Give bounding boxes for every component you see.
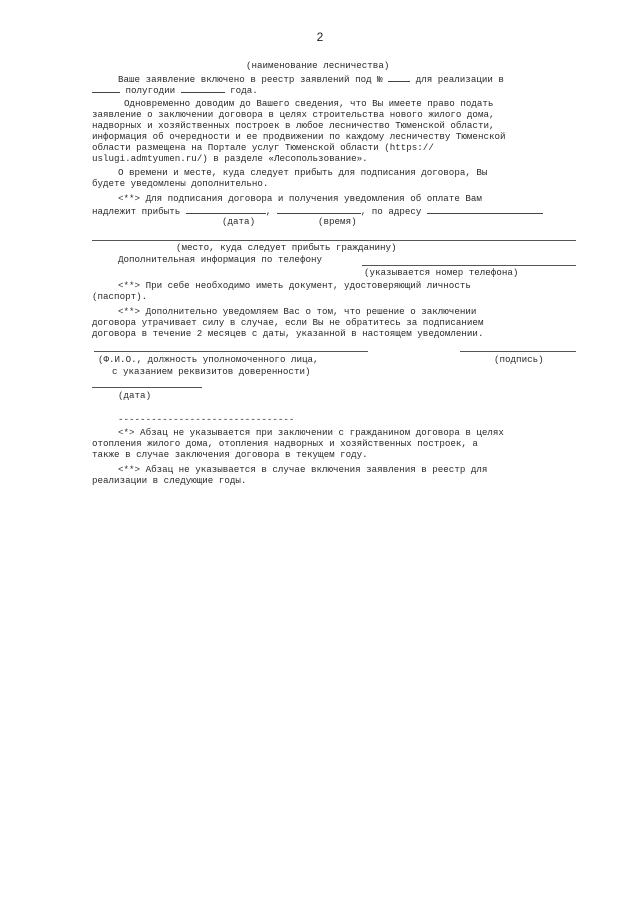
expiry-line-1: <**> Дополнительно уведомляем Вас о том, что решение о заключении — [118, 306, 477, 317]
place-blank-line — [92, 240, 576, 241]
official-caption-line-1: (Ф.И.О., должность уполномоченного лица, — [98, 354, 319, 365]
time-caption: (время) — [318, 216, 357, 227]
registry-number-blank — [388, 72, 410, 82]
arrival-date-blank — [186, 204, 266, 214]
footnote-1-line-1: <*> Абзац не указывается при заключении с гражданином договора в целях — [118, 427, 504, 438]
year-text: года. — [230, 85, 258, 96]
right-to-apply-line-5: области размещена на Портале услуг Тюменской области (https:// — [92, 142, 434, 153]
official-blank-line — [94, 351, 368, 352]
passport-line-2: (паспорт). — [92, 291, 148, 302]
official-caption-line-2: с указанием реквизитов доверенности) — [112, 366, 311, 377]
arrival-address-text: , по адресу — [360, 206, 422, 217]
arrival-text: надлежит прибыть — [92, 206, 181, 217]
half-year-blank — [92, 83, 120, 93]
footnote-2-line-2: реализации в следующие годы. — [92, 475, 247, 486]
registry-text-b: для реализации в — [415, 74, 504, 85]
arrival-line-1: <**> Для подписания договора и получения уведомления об оплате Вам — [118, 193, 482, 204]
registry-text-a: Ваше заявление включено в реестр заявлений под № — [118, 74, 383, 85]
phone-info-text: Дополнительная информация по телефону — [118, 254, 322, 265]
phone-blank-line — [362, 265, 576, 266]
expiry-line-3: договора в течение 2 месяцев с даты, указанной в настоящем уведомлении. — [92, 328, 484, 339]
sign-date-blank-line — [92, 387, 202, 388]
arrival-address-blank — [427, 204, 543, 214]
date-caption: (дата) — [222, 216, 256, 227]
footnote-2-line-1: <**> Абзац не указывается в случае включения заявления в реестр для — [118, 464, 488, 475]
notify-time-place-line-2: будете уведомлены дополнительно. — [92, 178, 269, 189]
arrival-comma: , — [265, 206, 272, 217]
forestry-name-caption: (наименование лесничества) — [246, 60, 390, 71]
year-blank — [181, 83, 225, 93]
signature-caption: (подпись) — [494, 354, 544, 365]
right-to-apply-line-1: Одновременно доводим до Вашего сведения, что Вы имеете право подать — [124, 98, 494, 109]
right-to-apply-line-6: uslugi.admtyumen.ru/) в разделе «Лесопользование». — [92, 153, 368, 164]
footnote-separator: -------------------------------- — [118, 414, 295, 425]
signature-blank-line — [460, 351, 576, 352]
phone-caption: (указывается номер телефона) — [364, 267, 519, 278]
footnote-1-line-2: отопления жилого дома, отопления надворных и хозяйственных построек, а — [92, 438, 478, 449]
footnote-1-line-3: также в случае заключения договора в текущем году. — [92, 449, 368, 460]
sign-date-caption: (дата) — [118, 390, 152, 401]
passport-line-1: <**> При себе необходимо иметь документ, удостоверяющий личность — [118, 280, 471, 291]
notify-time-place-line-1: О времени и месте, куда следует прибыть для подписания договора, Вы — [118, 167, 488, 178]
expiry-line-2: договора утрачивает силу в случае, если Вы не обратитесь за подписанием — [92, 317, 484, 328]
arrival-time-blank — [277, 204, 361, 214]
page-number: 2 — [316, 30, 324, 44]
right-to-apply-line-3: надворных и хозяйственных построек в любое лесничество Тюменской области, — [92, 120, 495, 131]
right-to-apply-line-2: заявление о заключении договора в целях строительства нового жилого дома, — [92, 109, 495, 120]
place-caption: (место, куда следует прибыть гражданину) — [176, 242, 397, 253]
right-to-apply-line-4: информация об очередности и ее продвижении по каждому лесничеству Тюменской — [92, 131, 506, 142]
half-year-text: полугодии — [125, 85, 176, 96]
half-year-line — [92, 83, 258, 96]
